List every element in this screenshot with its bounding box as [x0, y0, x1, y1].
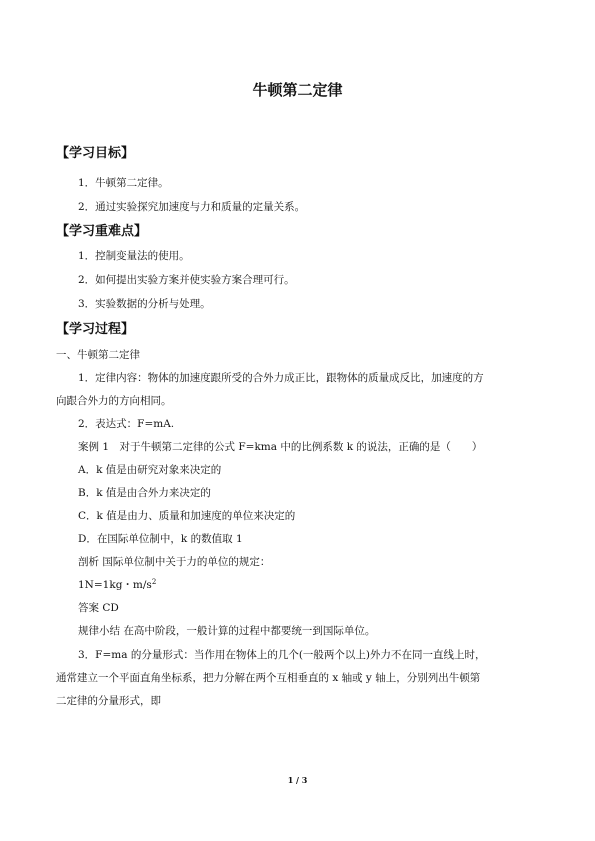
key-point-item: 2．如何提出实验方案并使实验方案合理可行。 [78, 274, 295, 286]
page-number: 1 / 3 [287, 775, 308, 785]
analysis-line: 剖析 国际单位制中关于力的单位的规定： [78, 556, 271, 568]
key-point-item: 1．控制变量法的使用。 [78, 250, 190, 262]
case-option: B．k 值是由合外力来决定的 [78, 487, 211, 499]
component-form-line: 3．F=ma 的分量形式：当作用在物体上的几个(一般两个以上)外力不在同一直线上时， [78, 649, 486, 661]
definition-line: 向跟合外力的方向相同。 [56, 395, 172, 407]
case-question: 案例 1 对于牛顿第二定律的公式 F=kma 中的比例系数 k 的说法，正确的是（ ） [78, 441, 483, 453]
unit-formula-exponent: 2 [151, 578, 157, 586]
key-point-item: 3．实验数据的分析与处理。 [78, 298, 211, 310]
goal-item: 1．牛顿第二定律。 [78, 177, 169, 189]
case-option: A．k 值是由研究对象来决定的 [78, 464, 222, 476]
component-form-line: 二定律的分量形式，即 [56, 695, 161, 707]
case-option: C．k 值是由力、质量和加速度的单位来决定的 [78, 510, 296, 522]
definition-line: 1．定律内容：物体的加速度跟所受的合外力成正比，跟物体的质量成反比，加速度的方 [78, 372, 484, 384]
goal-item: 2．通过实验探究加速度与力和质量的定量关系。 [78, 201, 306, 213]
unit-formula [78, 577, 156, 592]
expression-line: 2．表达式：F=mA. [78, 418, 175, 430]
summary-line: 规律小结 在高中阶段，一般计算的过程中都要统一到国际单位。 [78, 625, 376, 637]
answer-line: 答案 CD [78, 602, 119, 614]
process-heading: 【学习过程】 [56, 322, 135, 337]
page-title: 牛顿第二定律 [252, 81, 343, 99]
unit-formula-base: 1N=1kg・m/s [78, 579, 152, 591]
goals-heading: 【学习目标】 [56, 146, 135, 161]
process-subheading: 一、牛顿第二定律 [56, 349, 140, 361]
key-points-heading: 【学习重难点】 [56, 224, 148, 239]
component-form-line: 通常建立一个平面直角坐标系，把力分解在两个互相垂直的 x 轴或 y 轴上，分别列出牛顿第 [56, 672, 481, 684]
case-option: D．在国际单位制中，k 的数值取 1 [78, 533, 243, 545]
